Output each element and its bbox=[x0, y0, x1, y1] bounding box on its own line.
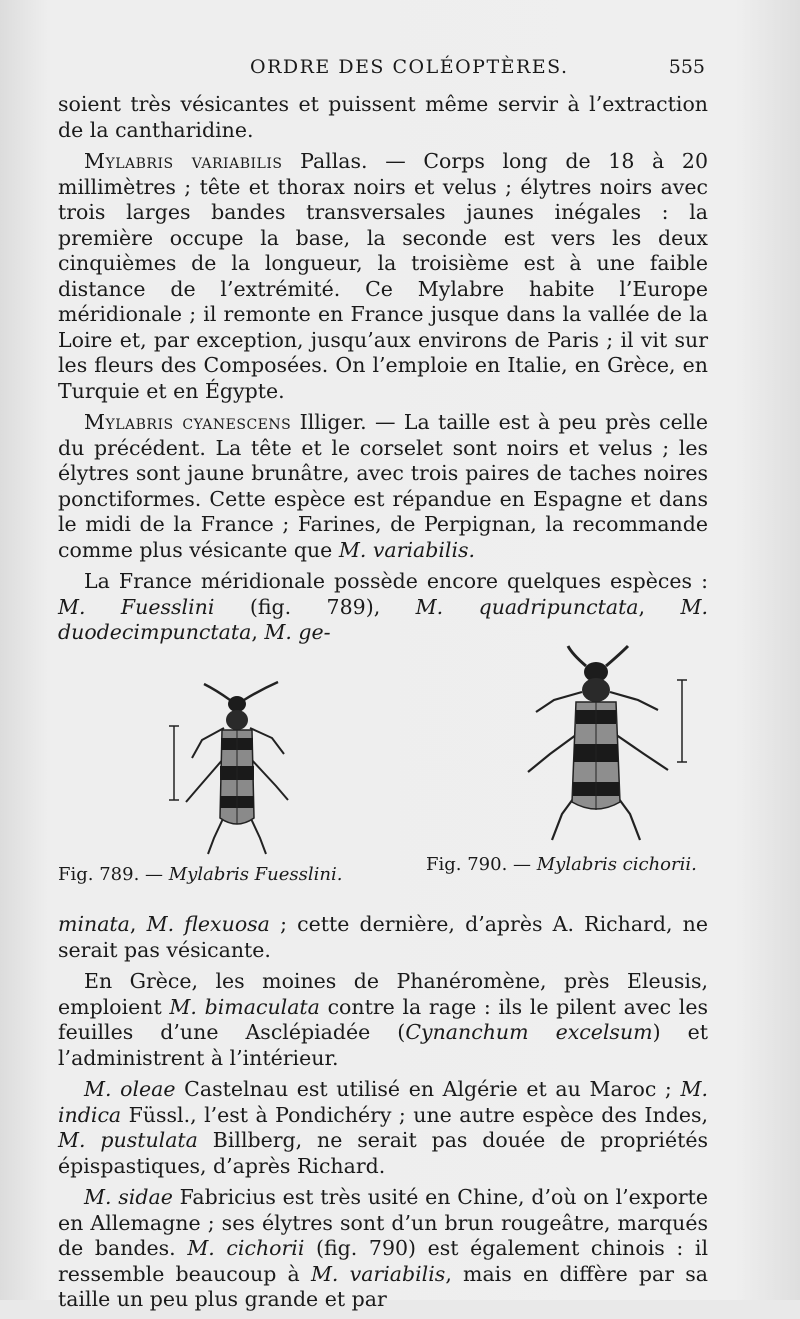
species-heading: Mylabris cyanescens bbox=[84, 410, 292, 434]
beetle-illustration-790 bbox=[488, 644, 698, 844]
text-block-bottom bbox=[58, 912, 708, 1319]
running-title: ORDRE DES COLÉOPTÈRES. bbox=[250, 56, 569, 78]
figure-caption-789: Fig. 789. — Mylabris Fuesslini. bbox=[58, 864, 343, 885]
paragraph-france-species: La France méridionale possède encore quelques espèces : M. Fuesslini (fig. 789), M. quadripunctata, M. duodecimpunctata, M. ge- bbox=[58, 569, 708, 644]
figures-area bbox=[58, 640, 738, 890]
figure-caption-790: Fig. 790. — Mylabris cichorii. bbox=[426, 854, 697, 875]
paragraph-continuation: soient très vésicantes et puissent même servir à l’extraction de la cantharidine. bbox=[58, 92, 708, 142]
paragraph-mylabris-variabilis: Mylabris variabilis Pallas. — Corps long de 18 à 20 millimètres ; tête et thorax noirs et velus ; élytres noirs avec trois larges bandes transversales jaunes inégales : la première occupe la base, la seconde est vers les deux cinquièmes de la longueur, la troisième est à une faible distance de l’extrémité. Ce Mylabre habite l’Europe méridionale ; il remonte en France jusque dans la vallée de la Loire et, par exception, jusqu’aux environs de Paris ; il vit sur les fleurs des Composées. On l’emploie en Italie, en Grèce, en Turquie et en Égypte. bbox=[58, 149, 708, 403]
paragraph-m-sidae: M. sidae Fabricius est très usité en Chine, d’où on l’exporte en Allemagne ; ses élytres sont d’un brun rougeâtre, marqués de bandes. M. cichorii (fig. 790) est également chinois : il ressemble beaucoup à M. variabilis, mais en diffère par sa taille un peu plus grande et par bbox=[58, 1185, 709, 1311]
paragraph-greece: En Grèce, les moines de Phanéromène, près Eleusis, emploient M. bimaculata contre la rage : ils le pilent avec les feuilles d’une Asclépiadée (Cynanchum excelsum) et l’administrent à l’intérieur. bbox=[58, 969, 708, 1070]
paragraph-mylabris-cyanescens: Mylabris cyanescens Illiger. — La taille est à peu près celle du précédent. La tête et le corselet sont noirs et velus ; les élytres sont jaune brunâtre, avec trois paires de taches noires ponctiformes. Cette espèce est répandue en Espagne et dans le midi de la France ; Farines, de Perpignan, la recommande comme plus vésicante que M. variabilis. bbox=[58, 410, 708, 562]
page-number: 555 bbox=[668, 56, 705, 78]
species-heading: Mylabris variabilis bbox=[84, 149, 283, 173]
beetle-illustration-789 bbox=[168, 678, 308, 858]
page-header bbox=[0, 56, 800, 86]
text-block-top bbox=[58, 92, 708, 652]
paragraph-m-oleae: M. oleae Castelnau est utilisé en Algérie et au Maroc ; M. indica Füssl., l’est à Pondichéry ; une autre espèce des Indes, M. pustulata Billberg, ne serait pas douée de propriétés épispastiques, d’après Richard. bbox=[58, 1077, 708, 1178]
paragraph-continuation-geminata: minata, M. flexuosa ; cette dernière, d’après A. Richard, ne serait pas vésicante. bbox=[58, 912, 708, 962]
